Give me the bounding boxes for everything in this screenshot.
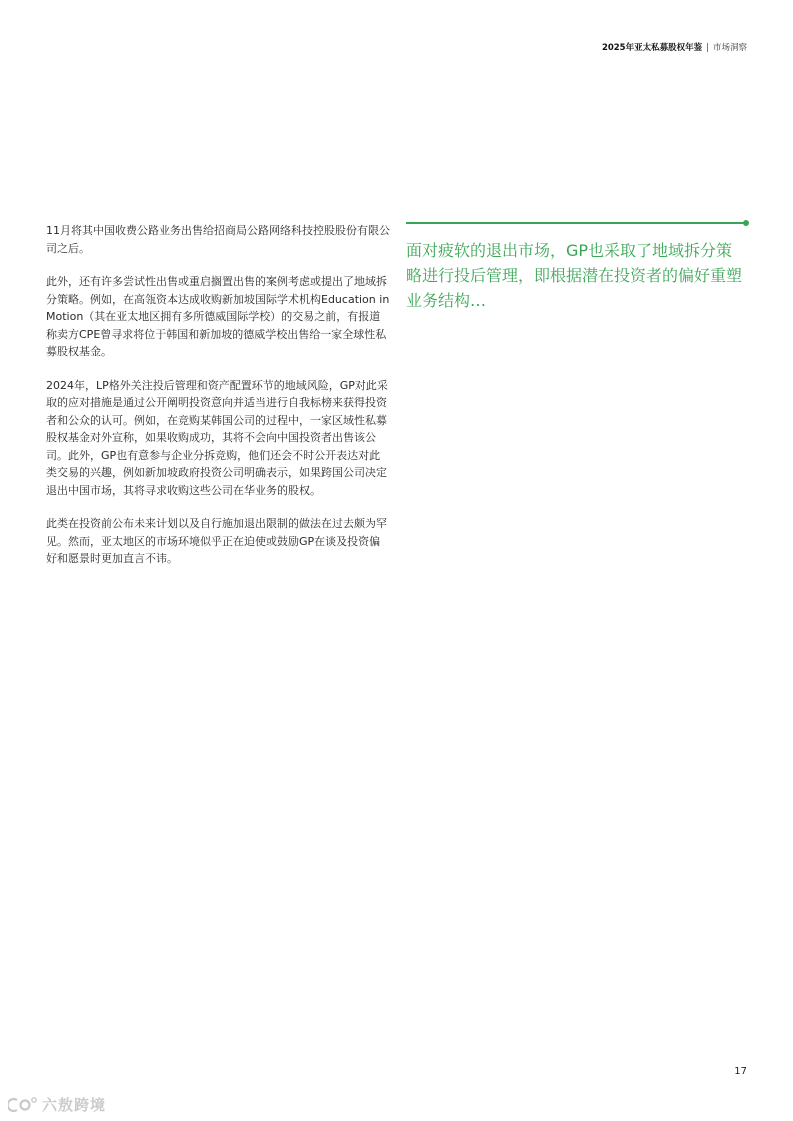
watermark-text: 六敖跨境 bbox=[42, 1096, 107, 1114]
paragraph: 11月将其中国收费公路业务出售给招商局公路网络科技控股股份有限公司之后。 bbox=[46, 224, 390, 255]
pull-quote-dot-icon bbox=[743, 220, 749, 226]
page-number: 17 bbox=[734, 1066, 747, 1077]
report-title: 2025年亚太私募股权年鉴 bbox=[601, 43, 703, 53]
pull-quote-text: 面对疲软的退出市场，GP也采取了地域拆分策略进行投后管理，即根据潜在投资者的偏好重塑业务结构… bbox=[406, 241, 743, 310]
body-text-column bbox=[46, 222, 390, 584]
header-separator: | bbox=[706, 43, 709, 53]
paragraph: 2024年，LP格外关注投后管理和资产配置环节的地域风险，GP对此采取的应对措施是通过公开阐明投资意向并适当进行自我标榜来获得投资者和公众的认可。例如，在竞购某韩国公司的过程中，一家区域性私募股权基金对外宣称，如果收购成功，其将不会向中国投资者出售该公司。此外，GP也有意参与企业分拆竞购，他们还会不时公开表达对此类交易的兴趣，例如新加坡政府投资公司明确表示，如果跨国公司决定退出中国市场，其将寻求收购这些公司在华业务的股权。 bbox=[46, 378, 388, 497]
paragraph: 此类在投资前公布未来计划以及自行施加退出限制的做法在过去颇为罕见。然而，亚太地区的市场环境似乎正在迫使或鼓励GP在谈及投资偏好和愿景时更加直言不讳。 bbox=[46, 517, 387, 565]
watermark bbox=[8, 1094, 106, 1115]
co-logo-icon bbox=[8, 1096, 38, 1114]
pull-quote bbox=[406, 222, 748, 313]
section-name: 市场洞察 bbox=[712, 43, 747, 53]
paragraph: 此外，还有许多尝试性出售或重启搁置出售的案例考虑或提出了地域拆分策略。例如，在高瓴资本达成收购新加坡国际学术机构Education in Motion（其在亚太地区拥有多所德威国际学校）的交易之前，有报道称卖方CPE曾寻求将位于韩国和新加坡的德威学校出售给一家全球性私募股权基金。 bbox=[46, 275, 390, 358]
running-header bbox=[602, 42, 747, 54]
pull-quote-rule bbox=[406, 222, 746, 224]
